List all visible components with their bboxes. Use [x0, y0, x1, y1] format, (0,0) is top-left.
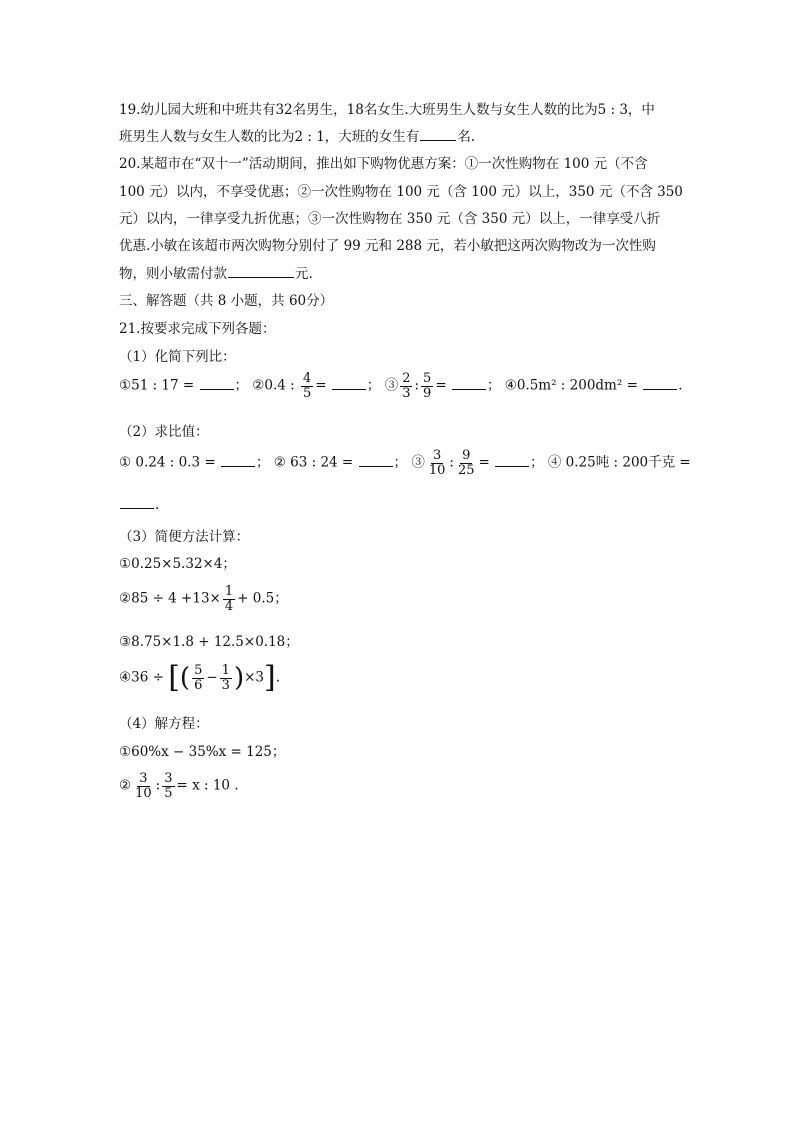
item-4: ④ 0.25吨 : 200千克 = — [547, 454, 691, 471]
q21-part2-heading: （2）求比值： — [119, 424, 209, 440]
answer-blank[interactable] — [643, 388, 677, 390]
q20-line-5-text: 物，则小敏需付款 — [119, 266, 227, 282]
q20-line-2: 100 元）以内，不享受优惠；②一次性购物在 100 元（含 100 元）以上，350 元（不含 350 — [119, 184, 683, 200]
q20-line-5 — [119, 262, 313, 282]
q19-line-2 — [119, 125, 475, 145]
q20-line-5-end: 元. — [295, 266, 313, 282]
q19-line-2-text: 班男生人数与女生人数的比为2 : 1，大班的女生有 — [119, 129, 420, 145]
q21-part3-item-3: ③8.75×1.8 + 12.5×0.18； — [119, 634, 299, 650]
q21-part2-items: ① 0.24 : 0.3 = ； ② 63 : 24 = ； ③ $\frac{3}{10}$ : $\frac{9}{25}$ = ； ④ 0.25吨 : 200千克 = — [119, 448, 691, 478]
fraction: $\frac{1}{4}$ — [224, 584, 234, 614]
q20-line-4: 优惠.小敏在该超市两次购物分别付了 99 元和 288 元，若小敏把这两次购物改为一次性购 — [119, 238, 656, 254]
q21-part3-item-2: ②85 ÷ 4 +13× $\frac{1}{4}$ + 0.5； — [119, 584, 288, 614]
q21-part1-items: ①51 : 17 = ； ②0.4 : $\frac{4}{5}$ = ； ③ $\frac{2}{3}$ : $\frac{5}{9}$ = ； ④0.5m² : 200dm² = . — [119, 371, 683, 401]
section-heading: 三、解答题（共 8 小题，共 60分） — [119, 293, 334, 309]
q21-part2-overflow: . — [119, 497, 159, 513]
answer-blank[interactable] — [495, 465, 529, 467]
fraction: $\frac{5}{9}$ — [423, 371, 432, 401]
q20-line-3: 元）以内，一律享受九折优惠；③一次性购物在 350 元（含 350 元）以上，一律享受八折 — [119, 211, 661, 227]
fraction: $\frac{9}{25}$ — [457, 448, 475, 478]
q21-part3-heading: （3）简便方法计算： — [119, 529, 250, 545]
answer-blank[interactable] — [452, 388, 486, 390]
fraction: $\frac{5}{6}$ — [194, 662, 203, 693]
fraction: $\frac{3}{10}$ — [135, 771, 152, 801]
fraction: $\frac{4}{5}$ — [303, 371, 312, 401]
answer-blank[interactable] — [420, 139, 456, 141]
answer-blank[interactable] — [200, 388, 234, 390]
fraction: $\frac{3}{5}$ — [164, 771, 173, 801]
item-2: ② 63 : 24 = — [273, 454, 354, 471]
item-1: ① 0.24 : 0.3 = — [119, 454, 216, 471]
item-4: ④0.5m² : 200dm² = — [504, 377, 638, 394]
separator: ； — [234, 377, 248, 394]
fraction: $\frac{2}{3}$ — [402, 371, 411, 401]
item-2-prefix: ②0.4 : — [252, 377, 295, 394]
right-paren: ) — [233, 663, 245, 693]
answer-blank[interactable] — [359, 465, 393, 467]
q21-title: 21.按要求完成下列各题： — [119, 321, 276, 337]
fraction: $\frac{1}{3}$ — [221, 662, 230, 693]
q21-part4-item-2: ② $\frac{3}{10}$ : $\frac{3}{5}$ = x : 10 . — [119, 771, 239, 801]
item-3-prefix: ③ — [411, 454, 425, 471]
q21-part4-item-1: ①60%x − 35%x = 125； — [119, 744, 286, 760]
q21-part4-heading: （4）解方程： — [119, 716, 209, 732]
item-3-prefix: ③ — [384, 377, 399, 394]
answer-blank[interactable] — [120, 507, 154, 509]
fraction: $\frac{3}{10}$ — [428, 448, 446, 478]
left-bracket: [ — [168, 660, 180, 695]
answer-blank[interactable] — [332, 388, 366, 390]
q21-part1-heading: （1）化简下列比： — [119, 349, 236, 365]
q19-line-2-end: 名. — [457, 129, 476, 145]
left-paren: ( — [179, 663, 191, 693]
item-1: ①51 : 17 = — [119, 377, 195, 394]
answer-blank[interactable] — [221, 465, 255, 467]
right-bracket: ] — [264, 660, 276, 695]
q21-part3-item-1: ①0.25×5.32×4； — [119, 556, 236, 572]
q20-line-1: 20.某超市在“双十一”活动期间，推出如下购物优惠方案：①一次性购物在 100 元（不含 — [119, 156, 648, 172]
answer-blank[interactable] — [228, 276, 294, 278]
q19-line-1: 19.幼儿园大班和中班共有32名男生，18名女生.大班男生人数与女生人数的比为5 : 3，中 — [119, 102, 655, 118]
q21-part3-item-4: ④36 ÷ [( $\frac{5}{6}$ − $\frac{1}{3}$ )×3]. — [119, 660, 281, 695]
